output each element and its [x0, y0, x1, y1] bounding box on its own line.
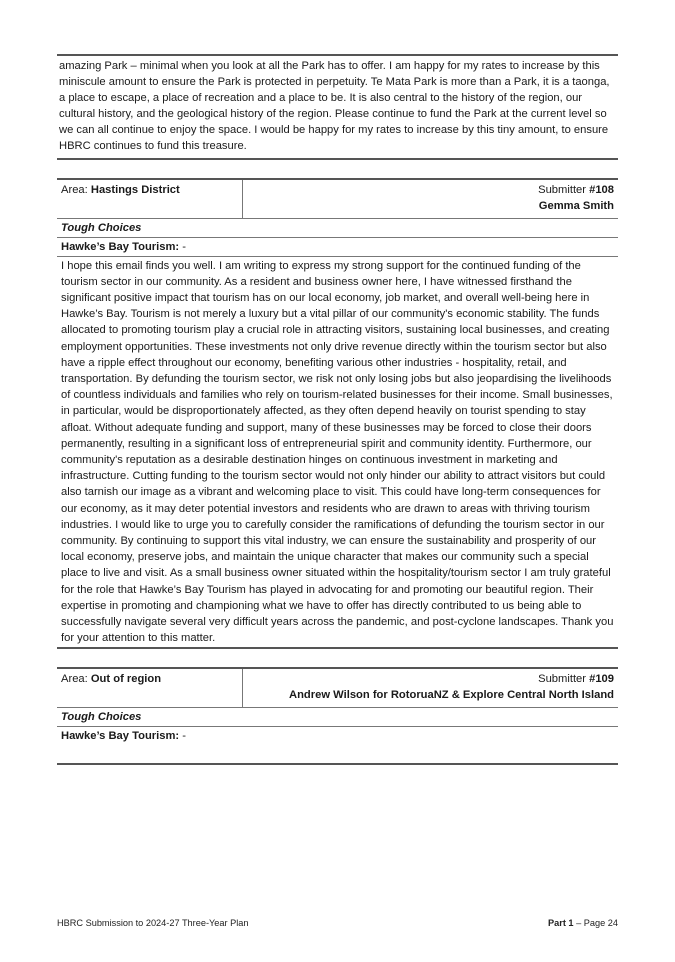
submitter-label: Submitter	[538, 183, 586, 196]
footer-document-title: HBRC Submission to 2024-27 Three-Year Plan	[57, 918, 249, 928]
topic-suffix: -	[179, 730, 186, 743]
area-label: Area:	[61, 673, 88, 686]
submission-bottom-rule	[57, 763, 618, 765]
topic-heading-row	[57, 238, 618, 257]
submitter-name: Andrew Wilson for RotoruaNZ & Explore Central North Island	[289, 689, 614, 702]
footer-part: Part 1	[548, 918, 574, 928]
area-value: Out of region	[90, 673, 162, 686]
footer-page-info	[548, 918, 618, 928]
topic-suffix: -	[179, 240, 186, 253]
topic-heading: Hawke’s Bay Tourism:	[61, 730, 180, 743]
submitter-name: Gemma Smith	[538, 199, 614, 212]
area-label: Area:	[61, 183, 88, 196]
submission-block-109	[57, 667, 618, 765]
submitter-label: Submitter	[538, 673, 586, 686]
submitter-cell	[243, 669, 618, 707]
topic-heading-row	[57, 727, 618, 745]
area-cell	[57, 669, 243, 707]
section-label: Tough Choices	[57, 219, 618, 238]
submission-header-row	[57, 180, 618, 219]
intro-paragraph: amazing Park – minimal when you look at all the Park has to offer. I am happy for my rates to increase by this miniscule amount to ensure the Park is protected in perpetuity. Te Mata Park is more than a Park, it is a taonga, a place to escape, a place of recreation and a place to be. It is also central to the history of the region, our cultural history, and the geological history of the region. Please continue to fund the Park at the current level so we can all continue to enjoy the space. I would be happy for my rates to increase by this tiny amount, to ensure HBRC continues to fund this treasure.	[59, 60, 610, 152]
document-page	[57, 54, 618, 765]
area-cell	[57, 180, 243, 218]
submission-body: I hope this email finds you well. I am writing to express my strong support for the continued funding of the tourism sector in our community. As a resident and business owner here, I have witnessed firsthand the significant positive impact that tourism has on our local economy, job market, and overall well-being here in Hawke’s Bay. Tourism is not merely a luxury but a vital pillar of our community's economic stability. The funds allocated to promoting tourism play a crucial role in attracting visitors, sustaining local businesses, and creating employment opportunities. These investments not only drive revenue directly within the tourism sector but also have a ripple effect throughout our economy, benefiting various other industries - hospitality, retail, and transportation. By defunding the tourism sector, we risk not only losing jobs but also jeopardising the livelihoods of countless individuals and families who rely on tourism-related businesses for their income. Small businesses, in particular, would be disproportionately affected, as they often depend heavily on tourist spending to stay afloat. Without adequate funding and support, many of these businesses may be forced to close their doors permanently, resulting in a significant loss of entrepreneurial spirit and community identity. Furthermore, our community's reputation as a desirable destination hinges on continuous investment in marketing and infrastructure. Cutting funding to the tourism sector would not only hinder our ability to attract visitors but could also tarnish our image as a vibrant and welcoming place to visit. This could have long-term consequences for our economy, as it may deter potential investors and residents who are drawn to areas with thriving tourism industries. I would like to urge you to carefully consider the ramifications of defunding the tourism sector in our community. By continuing to support this vital industry, we can ensure the sustainability and prosperity of our local economy, preserve jobs, and maintain the unique character that makes our community such a special place to live and visit. As a small business owner situated within the hospitality/tourism sector I am truly grateful for the role that Hawke’s Bay Tourism has played in advocating for and promoting our beautiful region. Their expertise in promoting and championing what we have to offer has directly contributed to us being able to successfully navigate several very difficult years across the pandemic, and post-cyclone landscapes. Thank you for your attention to this matter.	[61, 259, 614, 645]
submission-block-108	[57, 178, 618, 650]
submission-header-row	[57, 669, 618, 708]
topic-heading: Hawke’s Bay Tourism:	[61, 240, 180, 253]
submitter-number: #109	[589, 673, 614, 686]
footer-page: – Page 24	[573, 918, 618, 928]
submitter-number: #108	[589, 183, 614, 196]
submitter-cell	[243, 180, 618, 218]
section-label: Tough Choices	[57, 708, 618, 727]
page-footer	[57, 918, 618, 928]
area-value: Hastings District	[90, 183, 180, 196]
empty-body-space	[57, 745, 618, 763]
